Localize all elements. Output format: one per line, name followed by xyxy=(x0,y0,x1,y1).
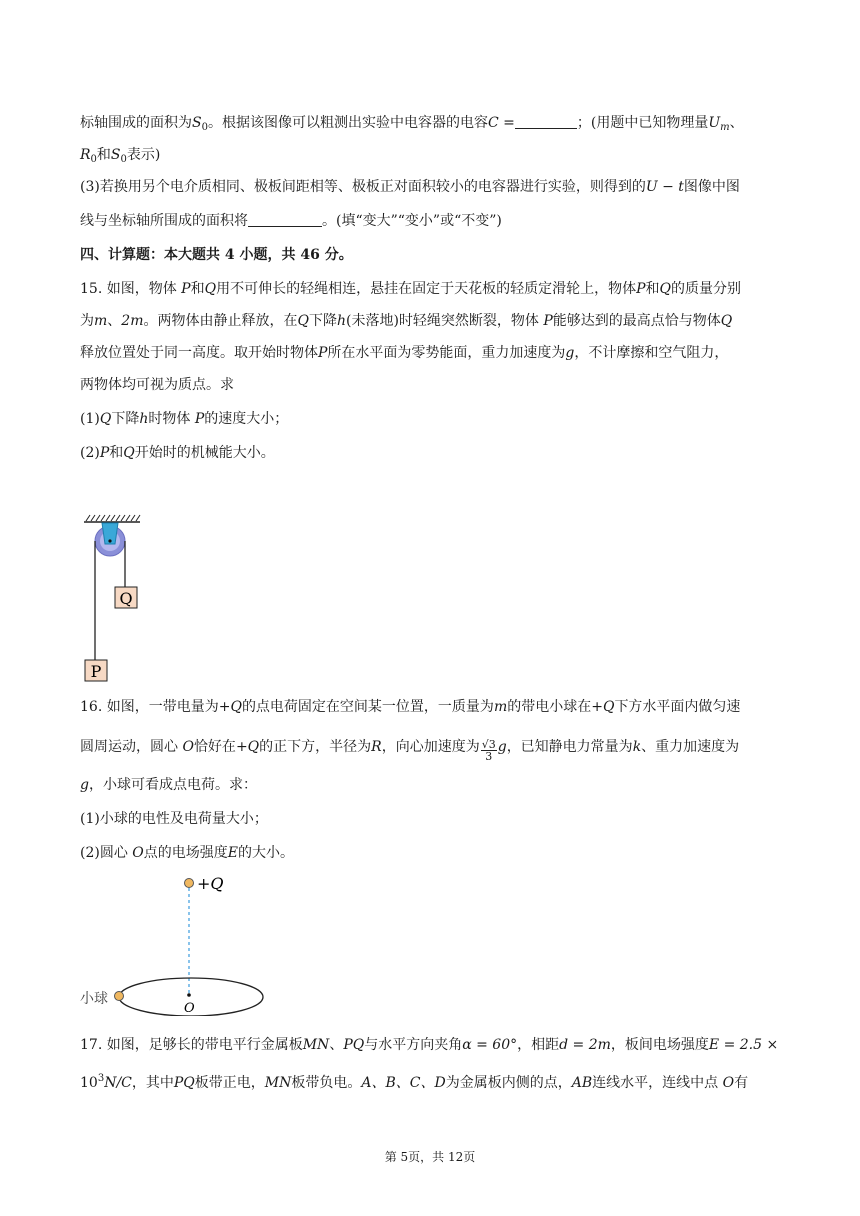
text: 连线水平，连线中点 xyxy=(592,1075,723,1091)
math-sup: 3 xyxy=(97,1073,105,1084)
math-m: m xyxy=(94,313,108,329)
text: 17. 如图，足够长的带电平行金属板 xyxy=(80,1037,303,1053)
q17-line-2 xyxy=(80,1068,782,1094)
math-PQ: PQ xyxy=(343,1037,365,1053)
math-h: h xyxy=(336,313,346,329)
math-Ut: U − t xyxy=(645,179,684,195)
text: ，板间电场强度 xyxy=(610,1037,709,1053)
math-ten: 10 xyxy=(80,1075,98,1091)
text: 圆周运动，圆心 xyxy=(80,739,183,755)
q16-sub-1: (1)小球的电性及电荷量大小； xyxy=(80,811,268,827)
text: 和 xyxy=(190,281,205,297)
text: 所在水平面为零势能面，重力加速度为 xyxy=(327,345,566,361)
text: 和 xyxy=(96,147,111,163)
text: 。(填“变大”“变小”或“不变”) xyxy=(322,213,502,229)
math-MN: MN xyxy=(264,1075,292,1091)
math-sub: 0 xyxy=(90,154,97,165)
charge-label: +Q xyxy=(197,874,224,893)
math-P: P xyxy=(636,281,646,297)
text: (2)圆心 xyxy=(80,845,133,861)
math-h: h xyxy=(139,411,149,427)
text: 的正下方，半径为 xyxy=(259,739,372,755)
text: 线与坐标轴所围成的面积将 xyxy=(80,213,248,229)
math-O: O xyxy=(722,1075,735,1091)
text: 。根据该图像可以粗测出实验中电容器的电容 xyxy=(207,115,488,131)
ball-label: 小球 xyxy=(80,991,108,1007)
text: 表示) xyxy=(126,147,161,163)
text: 、 xyxy=(329,1037,344,1053)
q15-line-2 xyxy=(80,310,782,332)
math-Q: Q xyxy=(297,313,309,329)
text: (1) xyxy=(80,411,100,427)
text: 。两物体由静止释放，在 xyxy=(143,313,298,329)
math-U: U xyxy=(708,115,721,131)
math-plusQ: +Q xyxy=(591,699,615,715)
block-p-label: P xyxy=(90,662,102,681)
math-m: m xyxy=(493,699,508,715)
page-footer: 第 5页，共 12页 xyxy=(384,1150,476,1164)
q17-line-1 xyxy=(80,1034,782,1056)
math-P: P xyxy=(318,345,328,361)
pulley-axle xyxy=(108,539,111,542)
math-g: g xyxy=(565,345,575,361)
text: ；(用题中已知物理量 xyxy=(576,115,709,131)
math-S: S xyxy=(192,115,202,131)
answer-blank[interactable] xyxy=(248,212,322,227)
text: ，小球可看成点电荷。求： xyxy=(88,777,257,793)
text: ，不计摩擦和空气阻力， xyxy=(574,345,729,361)
math-d: d = 2m xyxy=(559,1037,611,1053)
text: 图像中图 xyxy=(683,179,740,195)
section-title: 四、计算题：本大题共 4 小题，共 46 分。 xyxy=(80,247,353,263)
text: ，其中 xyxy=(131,1075,174,1091)
text: ，向心加速度为 xyxy=(381,739,480,755)
text: ，相距 xyxy=(517,1037,560,1053)
text: 板带正电， xyxy=(194,1075,265,1091)
fraction-num: √3 xyxy=(481,738,496,751)
text: 16. 如图，一带电量为 xyxy=(80,699,219,715)
text: 的点电荷固定在空间某一位置，一质量为 xyxy=(241,699,494,715)
pulley-figure xyxy=(80,514,150,684)
text: (未落地)时轻绳突然断裂，物体 xyxy=(345,313,544,329)
text: 下降 xyxy=(111,411,140,427)
math-alpha: α = 60° xyxy=(462,1037,518,1053)
math-E-val: E = 2.5 × xyxy=(708,1037,779,1053)
math-PQ: PQ xyxy=(173,1075,195,1091)
intro-line-2 xyxy=(80,144,782,171)
text: 释放位置处于同一高度。取开始时物体 xyxy=(80,345,318,361)
q15-line-3 xyxy=(80,342,782,364)
math-sub: m xyxy=(720,122,730,133)
q16-line-1 xyxy=(80,696,782,718)
math-Q: Q xyxy=(720,313,733,329)
math-R: R xyxy=(371,739,382,755)
text: 为金属板内侧的点， xyxy=(445,1075,572,1091)
math-C: C xyxy=(487,115,499,131)
text: 与水平方向夹角 xyxy=(364,1037,463,1053)
text: 点的电场强度 xyxy=(143,845,228,861)
math-eq: = xyxy=(498,115,515,131)
text: 15. 如图，物体 xyxy=(80,281,182,297)
answer-blank[interactable] xyxy=(515,114,577,129)
math-g: g xyxy=(497,739,507,755)
text: 能够达到的最高点恰与物体 xyxy=(552,313,721,329)
math-plusQ: +Q xyxy=(235,739,260,755)
intro-line-1: 标轴围成的面积为$S_0$。根据该图像可以粗测出实验中电容器的电容C = ；(用题中已知物理量$U_m$、 xyxy=(80,115,744,133)
text: 用不可伸长的轻绳相连，悬挂在固定于天花板的轻质定滑轮上，物体 xyxy=(216,281,637,297)
text: 的大小。 xyxy=(238,845,294,861)
text: 的带电小球在 xyxy=(507,699,592,715)
math-Q: Q xyxy=(99,411,112,427)
text: 的速度大小； xyxy=(204,411,289,427)
math-MN: MN xyxy=(302,1037,330,1053)
math-R: R xyxy=(80,147,91,163)
text: 恰好在 xyxy=(193,739,236,755)
math-AB: AB xyxy=(571,1075,593,1091)
math-unit: N/C xyxy=(104,1075,132,1091)
ball xyxy=(115,992,124,1001)
intro-line-3 xyxy=(80,176,782,198)
text: (2) xyxy=(80,445,100,461)
text: 和 xyxy=(645,281,660,297)
center-label: O xyxy=(184,1001,195,1016)
text: 下方水平面内做匀速 xyxy=(614,699,741,715)
math-2m: 2m xyxy=(121,313,144,329)
math-S: S xyxy=(110,147,121,163)
text: 、重力加速度为 xyxy=(641,739,740,755)
fraction-den: 3 xyxy=(485,750,493,763)
q15-line-4: 两物体均可视为质点。求 xyxy=(80,377,234,393)
text: (3)若换用另个电介质相同、极板间距相等、极板正对面积较小的电容器进行实验，则得到的 xyxy=(80,179,646,195)
math-ABCD: A、B、C、D xyxy=(361,1075,446,1091)
math-O: O xyxy=(132,845,144,861)
text: ，已知静电力常量为 xyxy=(506,739,633,755)
point-charge xyxy=(185,879,194,888)
math-E: E xyxy=(227,845,238,861)
text: 和 xyxy=(109,445,124,461)
text: 开始时的机械能大小。 xyxy=(134,445,275,461)
text: 时物体 xyxy=(148,411,195,427)
q15-sub-1 xyxy=(80,408,782,430)
text: 的质量分别 xyxy=(670,281,741,297)
q16-sub-2 xyxy=(80,842,782,864)
text: 板带负电。 xyxy=(291,1075,362,1091)
math-Q: Q xyxy=(123,445,135,461)
text: 为 xyxy=(80,313,94,329)
math-g: g xyxy=(80,777,89,793)
intro-line-4 xyxy=(80,210,782,232)
math-Q: Q xyxy=(659,281,671,297)
q16-line-3 xyxy=(80,774,782,796)
math-k: k xyxy=(632,739,642,755)
math-sub: 0 xyxy=(120,154,127,165)
q15-sub-2 xyxy=(80,442,782,464)
text: 、 xyxy=(107,313,122,329)
math-P: P xyxy=(543,313,553,329)
math-P: P xyxy=(194,411,205,427)
fraction xyxy=(481,739,497,762)
math-O: O xyxy=(182,739,194,755)
q15-line-1 xyxy=(80,278,782,300)
math-sub: 0 xyxy=(201,122,208,133)
math-P: P xyxy=(99,445,110,461)
math-P: P xyxy=(181,281,191,297)
q16-line-2 xyxy=(80,736,782,762)
charge-orbit-figure xyxy=(74,868,274,1016)
text: 有 xyxy=(734,1075,749,1091)
center-point xyxy=(187,993,191,997)
text: 下降 xyxy=(308,313,337,329)
math-Q: Q xyxy=(204,281,217,297)
ceiling-hatch xyxy=(84,515,140,522)
text: 标轴围成的面积为 xyxy=(80,115,192,131)
math-plusQ: +Q xyxy=(218,699,242,715)
block-q-label: Q xyxy=(119,589,133,608)
